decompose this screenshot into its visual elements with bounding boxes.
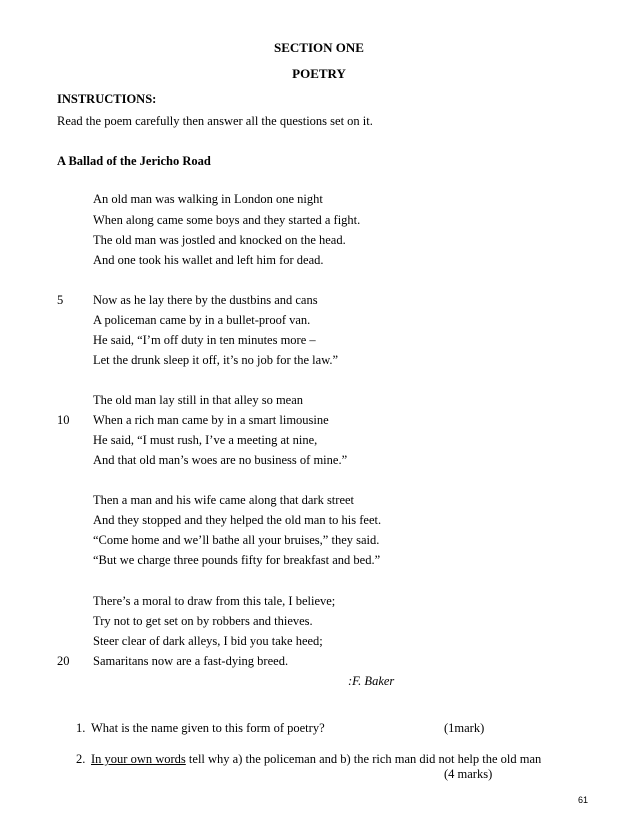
- poem-line: The old man lay still in that alley so mean: [93, 393, 304, 407]
- poem-line: He said, “I must rush, I’ve a meeting at nine,: [93, 433, 318, 447]
- poem-line: When a rich man came by in a smart limousine: [93, 413, 329, 427]
- poem-line: Then a man and his wife came along that dark street: [93, 493, 355, 507]
- question-number: 1.: [76, 721, 86, 735]
- instructions-heading: INSTRUCTIONS:: [57, 92, 157, 106]
- question-text: [91, 752, 541, 767]
- question-mark: (1mark): [444, 721, 485, 735]
- poem-line: Let the drunk sleep it off, it’s no job for the law.”: [93, 353, 339, 367]
- poem-line: There’s a moral to draw from this tale, I believe;: [93, 594, 336, 608]
- poem-line: He said, “I’m off duty in ten minutes more –: [93, 333, 316, 347]
- question-text: What is the name given to this form of poetry?: [91, 721, 325, 735]
- poem-line: And one took his wallet and left him for dead.: [93, 253, 324, 267]
- poem-line: When along came some boys and they started a fight.: [93, 213, 361, 227]
- line-number: 20: [57, 654, 70, 668]
- poem-line: And they stopped and they helped the old man to his feet.: [93, 513, 382, 527]
- poem-line: An old man was walking in London one night: [93, 192, 323, 206]
- poem-title: A Ballad of the Jericho Road: [57, 154, 211, 168]
- question-mark: (4 marks): [444, 767, 493, 781]
- poem-line: Steer clear of dark alleys, I bid you take heed;: [93, 634, 323, 648]
- page-number: 61: [578, 795, 589, 805]
- poem-line: The old man was jostled and knocked on the head.: [93, 233, 346, 247]
- line-number: 10: [57, 413, 70, 427]
- poem-author: :F. Baker: [348, 674, 395, 688]
- question-underlined-phrase: In your own words: [91, 752, 186, 766]
- question-text-rest: tell why a) the policeman and b) the rich man did not help the old man: [185, 752, 542, 766]
- poem-line: And that old man’s woes are no business of mine.”: [93, 453, 348, 467]
- instructions-text: Read the poem carefully then answer all the questions set on it.: [57, 114, 373, 128]
- question-number: 2.: [76, 752, 86, 766]
- line-number: 5: [57, 293, 64, 307]
- poem-line: Try not to get set on by robbers and thieves.: [93, 614, 313, 628]
- poem-line: Samaritans now are a fast-dying breed.: [93, 654, 289, 668]
- poem-line: “But we charge three pounds fifty for breakfast and bed.”: [93, 553, 381, 567]
- poem-line: Now as he lay there by the dustbins and cans: [93, 293, 318, 307]
- poem-line: “Come home and we’ll bathe all your bruises,” they said.: [93, 533, 380, 547]
- section-title: SECTION ONE: [274, 40, 364, 55]
- section-subtitle: POETRY: [292, 66, 346, 81]
- poem-line: A policeman came by in a bullet-proof van.: [93, 313, 311, 327]
